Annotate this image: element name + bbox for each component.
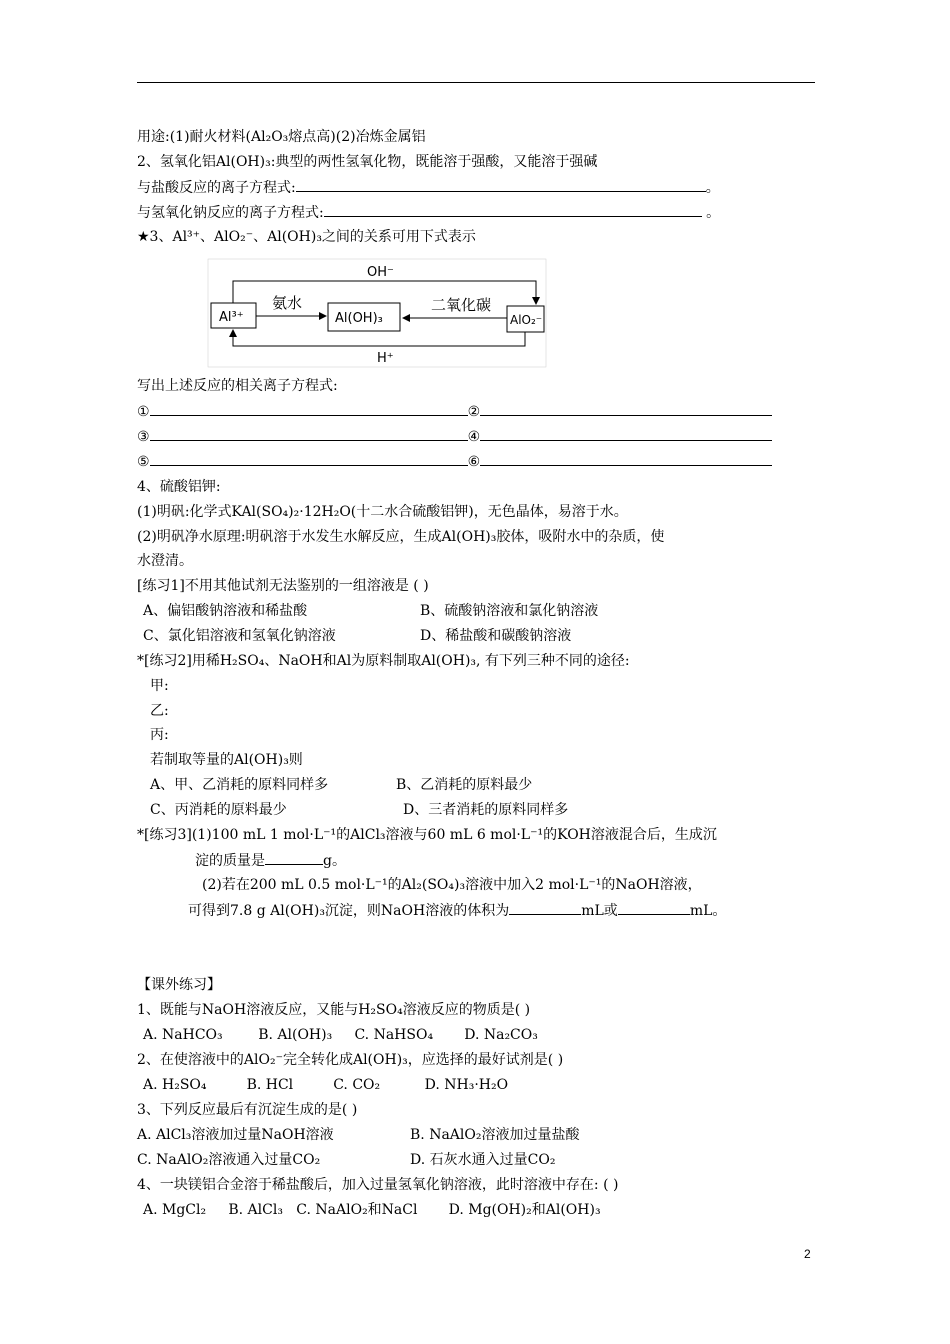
- text-alum-1: (1)明矾:化学式KAl(SO₄)₂·12H₂O(十二水合硫酸铝钾)，无色晶体，易溶于水。: [137, 504, 628, 520]
- q4-text: 4、一块镁铝合金溶于稀盐酸后，加入过量氢氧化钠溶液，此时溶液中存在: ( ): [137, 1177, 619, 1193]
- naoh-equation-line: [137, 202, 720, 223]
- text-write-eq: 写出上述反应的相关离子方程式:: [137, 378, 338, 394]
- circle-1: ①: [137, 404, 150, 420]
- ex3-volume-blank-2[interactable]: [618, 900, 690, 915]
- ex2-option-c: C、丙消耗的原料最少: [150, 802, 287, 818]
- blank-2[interactable]: [480, 401, 772, 416]
- label-h: H⁺: [377, 351, 394, 366]
- ex2-option-d: D、三者消耗的原料同样多: [403, 802, 569, 818]
- hcl-answer-blank[interactable]: [296, 177, 706, 192]
- text-use: 用途:(1)耐火材料(Al₂O₃熔点高)(2)冶炼金属铝: [137, 129, 426, 145]
- hcl-end: 。: [705, 180, 720, 196]
- equation-row-1: [137, 401, 772, 422]
- ex3-2b-text: 可得到7.8 g Al(OH)₃沉淀，则NaOH溶液的体积为: [188, 903, 510, 919]
- circle-6: ⑥: [467, 454, 481, 470]
- ex1-option-b: B、硫酸钠溶液和氯化钠溶液: [420, 603, 599, 619]
- exercise-3-2b-line: [188, 900, 726, 921]
- ex3-1b-text: 淀的质量是: [195, 853, 265, 869]
- blank-1[interactable]: [150, 401, 468, 416]
- ex3-2b-mid: mL或: [581, 903, 618, 919]
- naoh-answer-blank[interactable]: [324, 202, 702, 217]
- naoh-end: 。: [706, 205, 721, 221]
- q3-option-b: B. NaAlO₂溶液加过量盐酸: [410, 1127, 580, 1143]
- q3-text: 3、下列反应最后有沉淀生成的是( ): [137, 1102, 358, 1118]
- q1-text: 1、既能与NaOH溶液反应，又能与H₂SO₄溶液反应的物质是( ): [137, 1002, 531, 1018]
- label-co2: 二氧化碳: [431, 296, 492, 314]
- blank-4[interactable]: [480, 426, 772, 441]
- hcl-equation-line: [137, 177, 720, 198]
- text-alum-title: 4、硫酸铝钾:: [137, 479, 221, 495]
- label-alo2: AlO₂⁻: [510, 313, 543, 327]
- q3-option-c: C. NaAlO₂溶液通入过量CO₂: [137, 1152, 321, 1168]
- ex2-option-b: B、乙消耗的原料最少: [396, 777, 533, 793]
- text-exercise-3-2a: (2)若在200 mL 0.5 mol·L⁻¹的Al₂(SO₄)₃溶液中加入2 mol·L⁻¹的NaOH溶液，: [202, 877, 702, 893]
- q2-text: 2、在使溶液中的AlO₂⁻完全转化成Al(OH)₃，应选择的最好试剂是( ): [137, 1052, 564, 1068]
- ex3-1b-unit: g。: [323, 853, 346, 869]
- circle-4: ④: [467, 429, 481, 445]
- ex1-option-c: C、氯化铝溶液和氢氧化钠溶液: [143, 628, 336, 644]
- text-alum-2b: 水澄清。: [137, 553, 193, 569]
- ex1-option-d: D、稀盐酸和碳酸钠溶液: [420, 628, 572, 644]
- ex3-mass-blank[interactable]: [265, 850, 323, 865]
- ex2-option-a: A、甲、乙消耗的原料同样多: [150, 777, 329, 793]
- blank-6[interactable]: [480, 451, 772, 466]
- label-ammonia: 氨水: [272, 294, 303, 312]
- exercise-3-1b-line: [195, 850, 346, 871]
- text-exercise-1: [练习1]不用其他试剂无法鉴别的一组溶液是 ( ): [137, 578, 429, 594]
- ex2-route-bing: 丙:: [150, 727, 169, 743]
- ex1-option-a: A、偏铝酸钠溶液和稀盐酸: [143, 603, 308, 619]
- label-oh: OH⁻: [367, 265, 394, 280]
- ex3-volume-blank-1[interactable]: [509, 900, 581, 915]
- text-alum-2a: (2)明矾净水原理:明矾溶于水发生水解反应，生成Al(OH)₃胶体，吸附水中的杂质，使: [137, 529, 665, 545]
- text-hydroxide: 2、氢氧化铝Al(OH)₃:典型的两性氢氧化物，既能溶于强酸，又能溶于强碱: [137, 154, 598, 170]
- circle-2: ②: [467, 404, 481, 420]
- page-number: 2: [804, 1247, 811, 1261]
- blank-3[interactable]: [150, 426, 468, 441]
- ex3-2b-end: mL。: [689, 903, 727, 919]
- ex2-route-yi: 乙:: [150, 703, 169, 719]
- circle-5: ⑤: [137, 454, 150, 470]
- label-al3: Al³⁺: [219, 310, 244, 325]
- q3-option-a: A. AlCl₃溶液加过量NaOH溶液: [137, 1127, 334, 1143]
- text-exercise-3-1a: *[练习3](1)100 mL 1 mol·L⁻¹的AlCl₃溶液与60 mL 6 mol·L⁻¹的KOH溶液混合后，生成沉: [137, 827, 717, 843]
- q4-options: A. MgCl₂ B. AlCl₃ C. NaAlO₂和NaCl D. Mg(OH)₂和Al(OH)₃: [143, 1202, 601, 1218]
- q2-options: A. H₂SO₄ B. HCl C. CO₂ D. NH₃·H₂O: [143, 1077, 509, 1093]
- aluminum-relation-diagram: [207, 258, 547, 368]
- ex2-question: 若制取等量的Al(OH)₃则: [150, 752, 303, 768]
- ex2-route-jia: 甲:: [150, 678, 169, 694]
- text-exercise-2: *[练习2]用稀H₂SO₄、NaOH和Al为原料制取Al(OH)₃, 有下列三种不同的途径:: [137, 653, 630, 669]
- equation-row-3: [137, 451, 772, 472]
- naoh-label: 与氢氧化钠反应的离子方程式:: [137, 205, 324, 221]
- hcl-label: 与盐酸反应的离子方程式:: [137, 180, 296, 196]
- text-relation: ★3、Al³⁺、AlO₂⁻、Al(OH)₃之间的关系可用下式表示: [137, 229, 476, 245]
- q1-options: A. NaHCO₃ B. Al(OH)₃ C. NaHSO₄ D. Na₂CO₃: [143, 1027, 538, 1043]
- equation-row-2: [137, 426, 772, 447]
- blank-5[interactable]: [150, 451, 468, 466]
- label-aloh3: Al(OH)₃: [335, 311, 383, 326]
- header-rule: [137, 82, 815, 83]
- homework-title: 【课外练习】: [137, 977, 221, 993]
- circle-3: ③: [137, 429, 150, 445]
- q3-option-d: D. 石灰水通入过量CO₂: [410, 1152, 556, 1168]
